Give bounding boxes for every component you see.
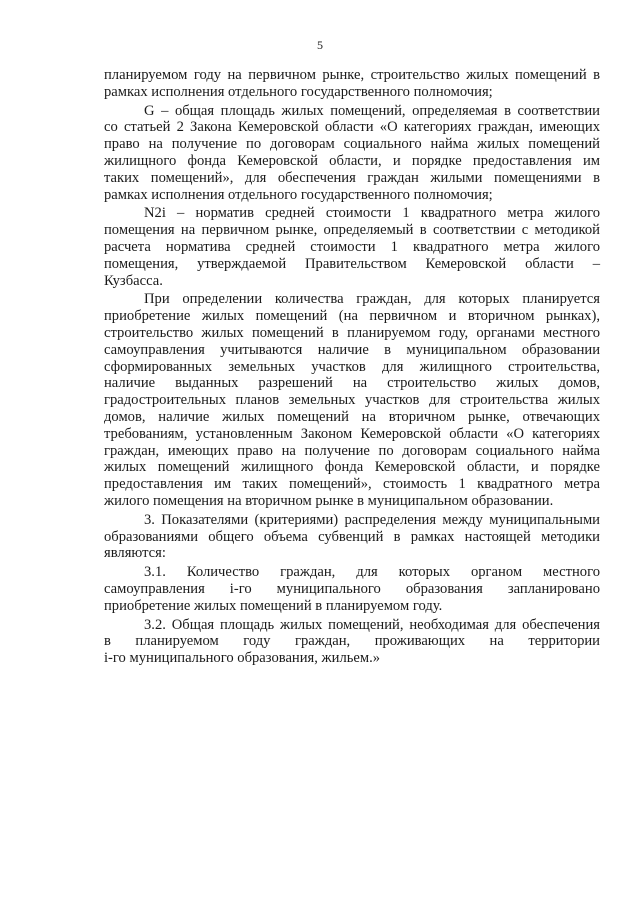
text-line: G – общая площадь жилых помещений, определяемая в соответствии	[144, 102, 600, 119]
text-line: приобретение жилых помещений (на первичном и вторичном рынках),	[104, 308, 600, 325]
text-line: жилых помещений жилищного фонда Кемеровской области, и порядке	[104, 459, 600, 476]
text-line: N2i – норматив средней стоимости 1 квадратного метра жилого	[144, 205, 600, 222]
text-line: рамках исполнения отдельного государственного полномочия;	[104, 186, 493, 203]
paragraph-section-3	[104, 512, 600, 562]
text-line: жилого помещения на вторичном рынке в муниципальном образовании.	[104, 492, 554, 509]
paragraph-continuation	[104, 67, 600, 101]
text-line: самоуправления учитываются наличие в муниципальном образовании	[104, 341, 600, 358]
text-line: расчета норматива средней стоимости 1 квадратного метра жилого	[104, 238, 600, 255]
text-line: наличие выданных разрешений на строительство жилых домов,	[104, 375, 600, 392]
text-line: со статьей 2 Закона Кемеровской области «О категориях граждан, имеющих	[104, 119, 600, 136]
paragraph-g-definition	[104, 103, 600, 204]
paragraph-determination	[104, 291, 600, 509]
text-line: в планируемом году граждан, проживающих на территории	[104, 633, 600, 650]
text-line: планируемом году на первичном рынке, строительство жилых помещений в	[104, 67, 600, 83]
text-line: градостроительных планов земельных участков для строительства жилых	[104, 392, 600, 409]
page-number: 5	[317, 38, 323, 52]
text-line: 3.1. Количество граждан, для которых органом местного	[144, 564, 600, 581]
text-line: сформированных земельных участков для жилищного строительства,	[104, 358, 600, 375]
text-line: При определении количества граждан, для которых планируется	[144, 291, 600, 308]
text-line: рамках исполнения отдельного государственного полномочия;	[104, 83, 493, 100]
text-line: помещения, утверждаемой Правительством Кемеровской области –	[104, 255, 600, 272]
paragraph-item-3-1	[104, 564, 600, 614]
text-line: являются:	[104, 545, 166, 562]
text-line: самоуправления i-го муниципального образования запланировано	[104, 580, 600, 597]
paragraph-item-3-2	[104, 617, 600, 667]
text-line: домов, наличие жилых помещений на вторичном рынке, отвечающих	[104, 408, 600, 425]
text-line: право на получение по договорам социального найма жилых помещений	[104, 136, 600, 153]
text-line: жилищного фонда Кемеровской области, и порядке предоставления им	[104, 152, 600, 169]
text-line: строительство жилых помещений в планируемом году, органами местного	[104, 324, 600, 341]
text-line: Кузбасса.	[104, 272, 163, 289]
text-line: помещения на первичном рынке, определяемый в соответствии с методикой	[104, 222, 600, 239]
text-line: предоставления им таких помещений», стоимость 1 квадратного метра	[104, 476, 600, 493]
text-line: приобретение жилых помещений в планируемом году.	[104, 597, 443, 614]
text-line: i-го муниципального образования, жильем.»	[104, 650, 381, 667]
text-line: таких помещений», для обеспечения граждан жилыми помещениями в	[104, 169, 600, 186]
document-body	[104, 67, 600, 667]
text-line: граждан, имеющих право на получение по договорам социального найма	[104, 442, 600, 459]
text-line: образованиями общего объема субвенций в рамках настоящей методики	[104, 528, 600, 545]
paragraph-n2i-definition	[104, 205, 600, 289]
text-line: 3.2. Общая площадь жилых помещений, необходимая для обеспечения	[144, 616, 600, 633]
text-line: требованиям, установленным Законом Кемеровской области «О категориях	[104, 425, 600, 442]
text-line: 3. Показателями (критериями) распределения между муниципальными	[144, 511, 600, 528]
